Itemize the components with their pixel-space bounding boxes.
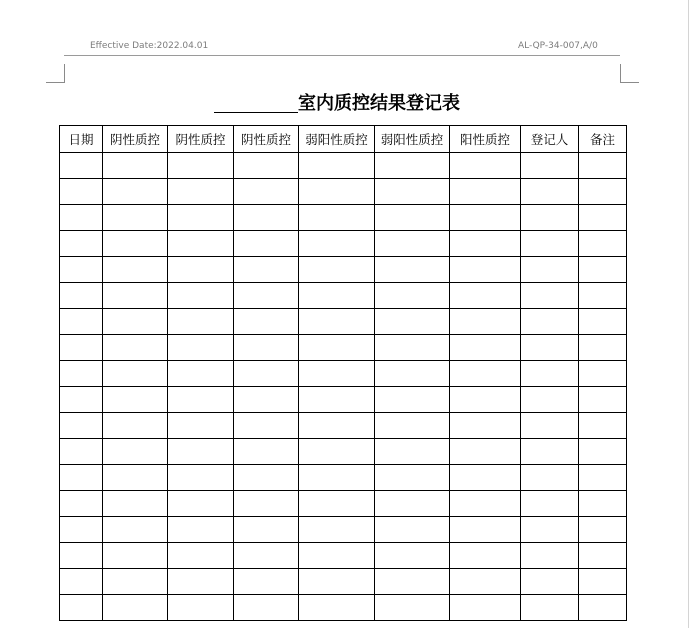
table-cell[interactable]	[103, 387, 168, 413]
table-cell[interactable]	[450, 205, 521, 231]
table-cell[interactable]	[299, 569, 375, 595]
table-cell[interactable]	[579, 335, 627, 361]
table-cell[interactable]	[521, 491, 579, 517]
table-cell[interactable]	[450, 387, 521, 413]
table-cell[interactable]	[450, 231, 521, 257]
table-cell[interactable]	[450, 465, 521, 491]
table-cell[interactable]	[450, 179, 521, 205]
table-cell[interactable]	[234, 283, 299, 309]
table-row	[60, 335, 627, 361]
table-cell[interactable]	[521, 465, 579, 491]
table-cell[interactable]	[60, 569, 103, 595]
table-cell[interactable]	[521, 439, 579, 465]
table-row	[60, 465, 627, 491]
table-cell[interactable]	[375, 569, 450, 595]
table-cell[interactable]	[234, 465, 299, 491]
table-row	[60, 309, 627, 335]
table-cell[interactable]	[521, 283, 579, 309]
title-blank-line[interactable]	[214, 112, 298, 113]
table-cell[interactable]	[375, 361, 450, 387]
table-cell[interactable]	[375, 257, 450, 283]
table-cell[interactable]	[579, 205, 627, 231]
table-cell[interactable]	[234, 595, 299, 621]
table-cell[interactable]	[375, 413, 450, 439]
table-cell[interactable]	[168, 517, 234, 543]
table-cell[interactable]	[299, 465, 375, 491]
table-cell[interactable]	[375, 439, 450, 465]
table-cell[interactable]	[60, 439, 103, 465]
table-cell[interactable]	[60, 179, 103, 205]
column-header: 日期	[60, 126, 103, 153]
table-cell[interactable]	[521, 153, 579, 179]
table-cell[interactable]	[60, 413, 103, 439]
column-header: 弱阳性质控	[375, 126, 450, 153]
column-header: 阴性质控	[234, 126, 299, 153]
table-cell[interactable]	[60, 335, 103, 361]
table-cell[interactable]	[299, 413, 375, 439]
table-cell[interactable]	[299, 335, 375, 361]
margin-corner-mark-right	[620, 64, 639, 83]
table-cell[interactable]	[375, 335, 450, 361]
table-cell[interactable]	[60, 205, 103, 231]
table-cell[interactable]	[450, 491, 521, 517]
table-cell[interactable]	[234, 179, 299, 205]
table-row	[60, 491, 627, 517]
table-cell[interactable]	[103, 153, 168, 179]
table-cell[interactable]	[60, 361, 103, 387]
table-cell[interactable]	[103, 595, 168, 621]
table-cell[interactable]	[375, 465, 450, 491]
table-cell[interactable]	[450, 309, 521, 335]
table-row	[60, 543, 627, 569]
table-cell[interactable]	[299, 283, 375, 309]
table-cell[interactable]	[579, 309, 627, 335]
table-cell[interactable]	[579, 283, 627, 309]
table-cell[interactable]	[234, 153, 299, 179]
table-cell[interactable]	[168, 257, 234, 283]
table-cell[interactable]	[579, 543, 627, 569]
table-cell[interactable]	[579, 413, 627, 439]
table-cell[interactable]	[375, 491, 450, 517]
title-block	[214, 90, 460, 116]
table-cell[interactable]	[234, 543, 299, 569]
table-row	[60, 517, 627, 543]
table-cell[interactable]	[234, 413, 299, 439]
table-cell[interactable]	[103, 231, 168, 257]
table-cell[interactable]	[168, 491, 234, 517]
table-cell[interactable]	[521, 231, 579, 257]
table-body	[60, 153, 627, 621]
table-cell[interactable]	[168, 153, 234, 179]
table-cell[interactable]	[168, 309, 234, 335]
table-cell[interactable]	[234, 335, 299, 361]
table-cell[interactable]	[60, 153, 103, 179]
table-cell[interactable]	[234, 231, 299, 257]
table-cell[interactable]	[375, 387, 450, 413]
table-cell[interactable]	[450, 153, 521, 179]
table-cell[interactable]	[234, 517, 299, 543]
table-cell[interactable]	[450, 595, 521, 621]
table-cell[interactable]	[375, 595, 450, 621]
table-cell[interactable]	[168, 179, 234, 205]
table-cell[interactable]	[521, 543, 579, 569]
column-header: 登记人	[521, 126, 579, 153]
table-cell[interactable]	[579, 439, 627, 465]
column-header: 阳性质控	[450, 126, 521, 153]
table-cell[interactable]	[234, 569, 299, 595]
table-cell[interactable]	[579, 491, 627, 517]
table-cell[interactable]	[168, 595, 234, 621]
table-cell[interactable]	[299, 257, 375, 283]
table-cell[interactable]	[375, 179, 450, 205]
table-cell[interactable]	[234, 361, 299, 387]
table-cell[interactable]	[60, 257, 103, 283]
table-row	[60, 413, 627, 439]
table-cell[interactable]	[168, 439, 234, 465]
table-cell[interactable]	[60, 543, 103, 569]
table-cell[interactable]	[375, 231, 450, 257]
table-cell[interactable]	[168, 465, 234, 491]
table-cell[interactable]	[60, 387, 103, 413]
table-row	[60, 205, 627, 231]
table-row	[60, 439, 627, 465]
table-row	[60, 595, 627, 621]
table-cell[interactable]	[450, 361, 521, 387]
table-cell[interactable]	[521, 257, 579, 283]
table-cell[interactable]	[299, 387, 375, 413]
table-row	[60, 283, 627, 309]
table-cell[interactable]	[103, 491, 168, 517]
table-cell[interactable]	[60, 309, 103, 335]
table-row	[60, 231, 627, 257]
table-cell[interactable]	[375, 517, 450, 543]
column-header: 阴性质控	[103, 126, 168, 153]
table-cell[interactable]	[579, 465, 627, 491]
table-cell[interactable]	[103, 517, 168, 543]
table-cell[interactable]	[375, 309, 450, 335]
table-cell[interactable]	[579, 153, 627, 179]
table-cell[interactable]	[103, 335, 168, 361]
table-cell[interactable]	[103, 543, 168, 569]
column-header: 弱阳性质控	[299, 126, 375, 153]
table-cell[interactable]	[234, 205, 299, 231]
table-cell[interactable]	[299, 543, 375, 569]
table-cell[interactable]	[103, 439, 168, 465]
table-cell[interactable]	[521, 361, 579, 387]
table-cell[interactable]	[521, 517, 579, 543]
table-cell[interactable]	[521, 179, 579, 205]
table-cell[interactable]	[168, 413, 234, 439]
table-cell[interactable]	[375, 283, 450, 309]
table-cell[interactable]	[60, 465, 103, 491]
table-cell[interactable]	[579, 387, 627, 413]
table-cell[interactable]	[168, 205, 234, 231]
table-cell[interactable]	[168, 387, 234, 413]
table-cell[interactable]	[450, 283, 521, 309]
qc-record-table	[59, 125, 627, 621]
table-cell[interactable]	[450, 569, 521, 595]
header-rule	[64, 55, 620, 56]
page-title: 室内质控结果登记表	[298, 93, 460, 114]
table-cell[interactable]	[103, 413, 168, 439]
column-header: 备注	[579, 126, 627, 153]
table-cell[interactable]	[60, 231, 103, 257]
table-cell[interactable]	[103, 569, 168, 595]
table-cell[interactable]	[103, 283, 168, 309]
table-cell[interactable]	[60, 283, 103, 309]
table-cell[interactable]	[299, 153, 375, 179]
table-cell[interactable]	[375, 153, 450, 179]
table-cell[interactable]	[579, 517, 627, 543]
table-cell[interactable]	[234, 309, 299, 335]
table-cell[interactable]	[579, 595, 627, 621]
table-cell[interactable]	[299, 179, 375, 205]
table-cell[interactable]	[450, 335, 521, 361]
table-cell[interactable]	[234, 439, 299, 465]
table-cell[interactable]	[579, 569, 627, 595]
table-row	[60, 361, 627, 387]
table-row	[60, 387, 627, 413]
table-cell[interactable]	[168, 231, 234, 257]
column-header: 阴性质控	[168, 126, 234, 153]
table-row	[60, 257, 627, 283]
table-cell[interactable]	[103, 257, 168, 283]
table-cell[interactable]	[521, 205, 579, 231]
table-cell[interactable]	[234, 387, 299, 413]
table-cell[interactable]	[521, 413, 579, 439]
table-cell[interactable]	[168, 283, 234, 309]
table-cell[interactable]	[103, 361, 168, 387]
table-cell[interactable]	[450, 439, 521, 465]
table-cell[interactable]	[168, 361, 234, 387]
table-cell[interactable]	[579, 257, 627, 283]
table-cell[interactable]	[521, 335, 579, 361]
table-cell[interactable]	[521, 387, 579, 413]
table-cell[interactable]	[60, 595, 103, 621]
table-cell[interactable]	[60, 517, 103, 543]
table-cell[interactable]	[450, 517, 521, 543]
table-cell[interactable]	[579, 179, 627, 205]
table-cell[interactable]	[103, 465, 168, 491]
table-cell[interactable]	[299, 309, 375, 335]
table-cell[interactable]	[579, 361, 627, 387]
effective-date: Effective Date:2022.04.01	[90, 41, 209, 51]
table-header-row	[60, 126, 627, 153]
table-cell[interactable]	[299, 205, 375, 231]
table-cell[interactable]	[375, 205, 450, 231]
table-cell[interactable]	[450, 413, 521, 439]
table-row	[60, 153, 627, 179]
table-cell[interactable]	[299, 595, 375, 621]
table-cell[interactable]	[521, 569, 579, 595]
table-cell[interactable]	[103, 205, 168, 231]
table-cell[interactable]	[103, 179, 168, 205]
table-cell[interactable]	[103, 309, 168, 335]
table-cell[interactable]	[450, 543, 521, 569]
table-cell[interactable]	[521, 595, 579, 621]
table-cell[interactable]	[60, 491, 103, 517]
table-cell[interactable]	[234, 491, 299, 517]
table-row	[60, 569, 627, 595]
table-cell[interactable]	[168, 569, 234, 595]
table-cell[interactable]	[299, 439, 375, 465]
document-code: AL-QP-34-007,A/0	[518, 41, 598, 51]
table-cell[interactable]	[168, 335, 234, 361]
table-cell[interactable]	[521, 309, 579, 335]
table-cell[interactable]	[299, 517, 375, 543]
table-cell[interactable]	[450, 257, 521, 283]
table-row	[60, 179, 627, 205]
table-cell[interactable]	[234, 257, 299, 283]
margin-corner-mark-left	[46, 64, 65, 83]
table-cell[interactable]	[299, 361, 375, 387]
table-cell[interactable]	[375, 543, 450, 569]
table-cell[interactable]	[299, 231, 375, 257]
table-cell[interactable]	[579, 231, 627, 257]
table-cell[interactable]	[299, 491, 375, 517]
table-cell[interactable]	[168, 543, 234, 569]
